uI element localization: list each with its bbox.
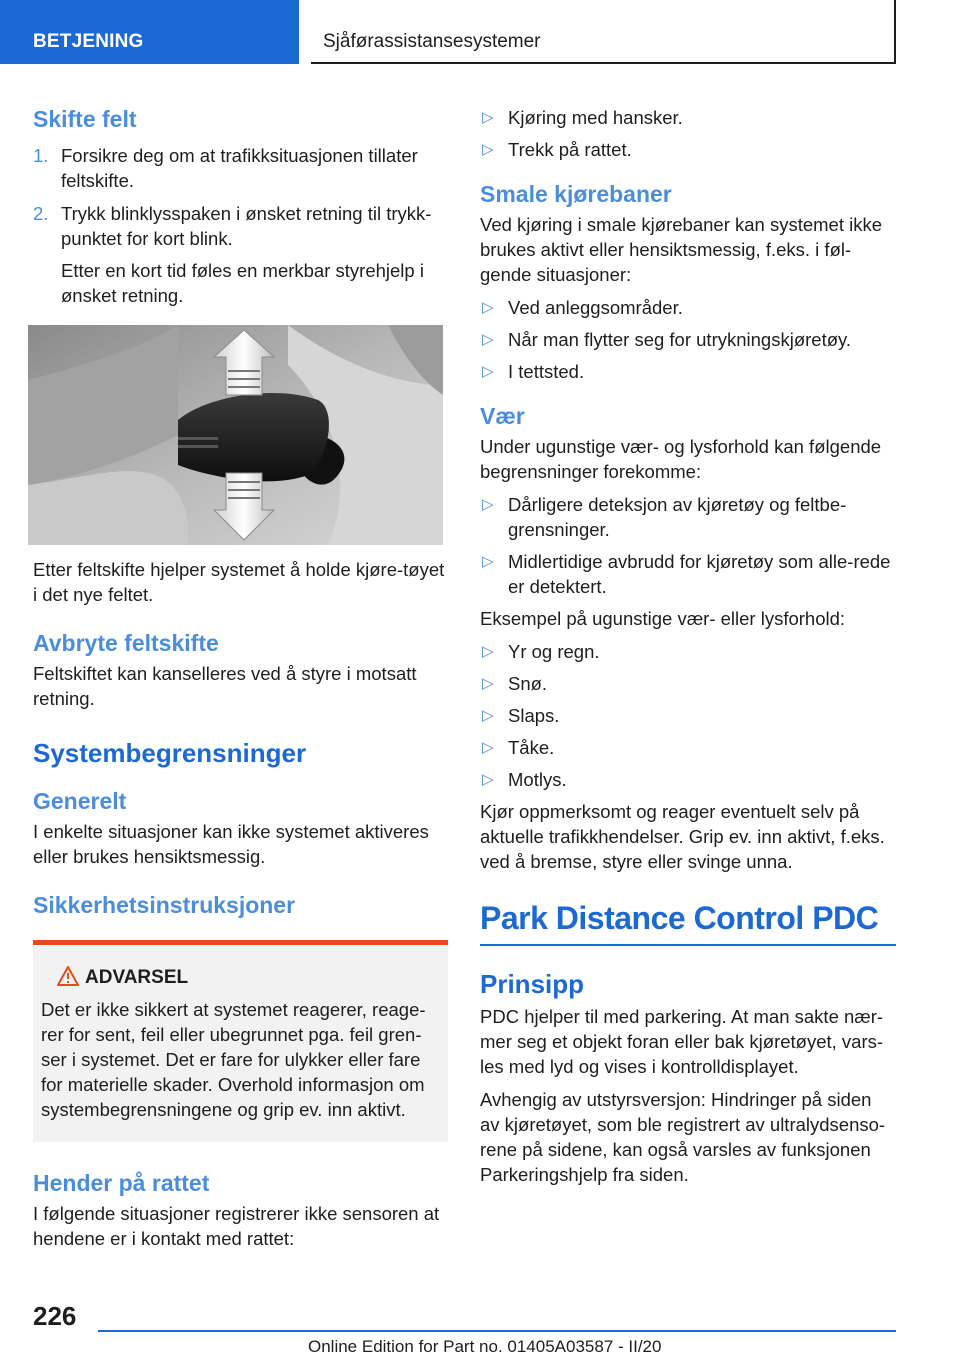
heading-smale-kjorebaner: Smale kjørebaner: [480, 181, 672, 207]
list-item-text: Slaps.: [508, 705, 560, 726]
bullet-triangle-icon: ▷: [482, 363, 494, 380]
step-text: Trykk blinklysspaken i ønsket retning til trykk-punktet for kort blink.: [61, 203, 432, 249]
bullet-triangle-icon: ▷: [482, 553, 494, 570]
right-column: [480, 100, 896, 1187]
heading-skifte-felt: Skifte felt: [33, 106, 137, 132]
vaer-text: Under ugunstige vær- og lysforhold kan følgende begrensninger forekomme:: [480, 436, 882, 482]
header-section-tab: [0, 0, 299, 64]
step-extra-text: Etter en kort tid føles en merkbar styrehjelp i ønsket retning.: [61, 260, 424, 306]
header-chapter-title: Sjåførassistansesystemer: [323, 31, 541, 52]
list-item: [480, 767, 896, 792]
list-item-text: Trekk på rattet.: [508, 139, 632, 160]
list-item-text: Snø.: [508, 673, 548, 694]
avbryte-text: Feltskiftet kan kanselleres ved å styre i motsatt retning.: [33, 663, 417, 709]
heading-prinsipp: Prinsipp: [480, 969, 585, 999]
bullet-triangle-icon: ▷: [482, 771, 494, 788]
hender-text: I følgende situasjoner registrerer ikke sensoren at hendene er i kontakt med rattet:: [33, 1203, 440, 1249]
warning-title: [41, 965, 436, 991]
bullet-triangle-icon: ▷: [482, 331, 494, 348]
list-item-text: Dårligere deteksjon av kjøretøy og feltbe-grensninger.: [508, 494, 847, 540]
vaer-example-text: Eksempel på ugunstige vær- eller lysforhold:: [480, 608, 846, 629]
warning-box: [33, 940, 448, 1142]
header-section-title: BETJENING: [33, 31, 144, 52]
list-item-text: Når man flytter seg for utrykningskjøretøy.: [508, 329, 852, 350]
heading-systembegrensninger: Systembegrensninger: [33, 738, 307, 768]
step-number: 1.: [33, 145, 49, 166]
bullet-triangle-icon: ▷: [482, 496, 494, 513]
bullet-triangle-icon: ▷: [482, 299, 494, 316]
bullet-triangle-icon: ▷: [482, 109, 494, 126]
bullet-triangle-icon: ▷: [482, 141, 494, 158]
list-item: [480, 137, 896, 162]
prinsipp-text-2: Avhengig av utstyrsversjon: Hindringer på siden av kjøretøyet, som ble registrert av ultralydsenso-rene på sidene, kan også varsles av funksjonen Parkeringshjelp fra siden.: [480, 1089, 886, 1185]
bullet-triangle-icon: ▷: [482, 739, 494, 756]
list-item-text: Motlys.: [508, 769, 567, 790]
prinsipp-text-1: PDC hjelper til med parkering. At man sakte nær-mer seg et objekt foran eller bak kjøretøyet, vars-les med lyd og vises i kontrolldisplayet.: [480, 1006, 884, 1077]
footer-edition: Online Edition for Part no. 01405A03587 - II/20: [308, 1337, 662, 1356]
heading-hender-pa-rattet: Hender på rattet: [33, 1170, 210, 1196]
list-item-text: Kjøring med hansker.: [508, 107, 683, 128]
heading-sikkerhetsinstruksjoner: Sikkerhetsinstruksjoner: [33, 892, 296, 918]
list-item-text: Yr og regn.: [508, 641, 600, 662]
list-item-text: Tåke.: [508, 737, 555, 758]
footer-rule: [98, 1330, 896, 1332]
list-item-text: I tettsted.: [508, 361, 585, 382]
pdc-heading-wrap: [480, 896, 896, 946]
list-item: [480, 735, 896, 760]
warning-triangle-icon: [57, 965, 79, 987]
step-2: [33, 201, 448, 251]
step-number: 2.: [33, 203, 49, 224]
after-lane-change-text: Etter feltskifte hjelper systemet å holde kjøre-tøyet i det nye feltet.: [33, 559, 445, 605]
bullet-triangle-icon: ▷: [482, 643, 494, 660]
list-item-text: Ved anleggsområder.: [508, 297, 683, 318]
turn-signal-stalk-illustration: [28, 325, 443, 545]
heading-generelt: Generelt: [33, 788, 127, 814]
list-item: [480, 671, 896, 696]
bullet-triangle-icon: ▷: [482, 707, 494, 724]
heading-avbryte-feltskifte: Avbryte feltskifte: [33, 630, 219, 656]
list-item: [480, 492, 896, 542]
header-chapter-box: [311, 0, 896, 64]
heading-park-distance-control: Park Distance Control PDC: [480, 900, 879, 936]
list-item: [480, 295, 896, 320]
generelt-text: I enkelte situasjoner kan ikke systemet aktiveres eller brukes hensiktsmessig.: [33, 821, 429, 867]
page-number: 226: [33, 1301, 77, 1331]
list-item: [480, 327, 896, 352]
stalk-photo-svg: [28, 325, 443, 545]
warning-text: Det er ikke sikkert at systemet reagerer, reage-rer for sent, feil eller ubegrunnet pga. feil gren-ser i systemet. Det er fare for ulykker eller fare for materielle skader. Overhold informasjon om systembegrensningene og grip ev. inn aktivt.: [41, 999, 426, 1120]
list-item: [480, 549, 896, 599]
step-2-extra: [33, 258, 448, 308]
step-text: Forsikre deg om at trafikksituasjonen tillater feltskifte.: [61, 145, 418, 191]
list-item: [480, 639, 896, 664]
list-item: [480, 359, 896, 384]
list-item-text: Midlertidige avbrudd for kjøretøy som alle-rede er detektert.: [508, 551, 891, 597]
list-item: [480, 703, 896, 728]
step-1: [33, 143, 448, 193]
bullet-triangle-icon: ▷: [482, 675, 494, 692]
smale-text: Ved kjøring i smale kjørebaner kan systemet ikke brukes aktivt eller hensiktsmessig, f.eks. i føl-gende situasjoner:: [480, 214, 883, 285]
heading-vaer: Vær: [480, 403, 525, 429]
warning-title-text: ADVARSEL: [85, 967, 189, 988]
vaer-closing-text: Kjør oppmerksomt og reager eventuelt selv på aktuelle trafikkhendelser. Grip ev. inn aktivt, f.eks. ved å bremse, styre eller svinge unna.: [480, 801, 885, 872]
left-column: [33, 100, 448, 1251]
list-item: [480, 105, 896, 130]
